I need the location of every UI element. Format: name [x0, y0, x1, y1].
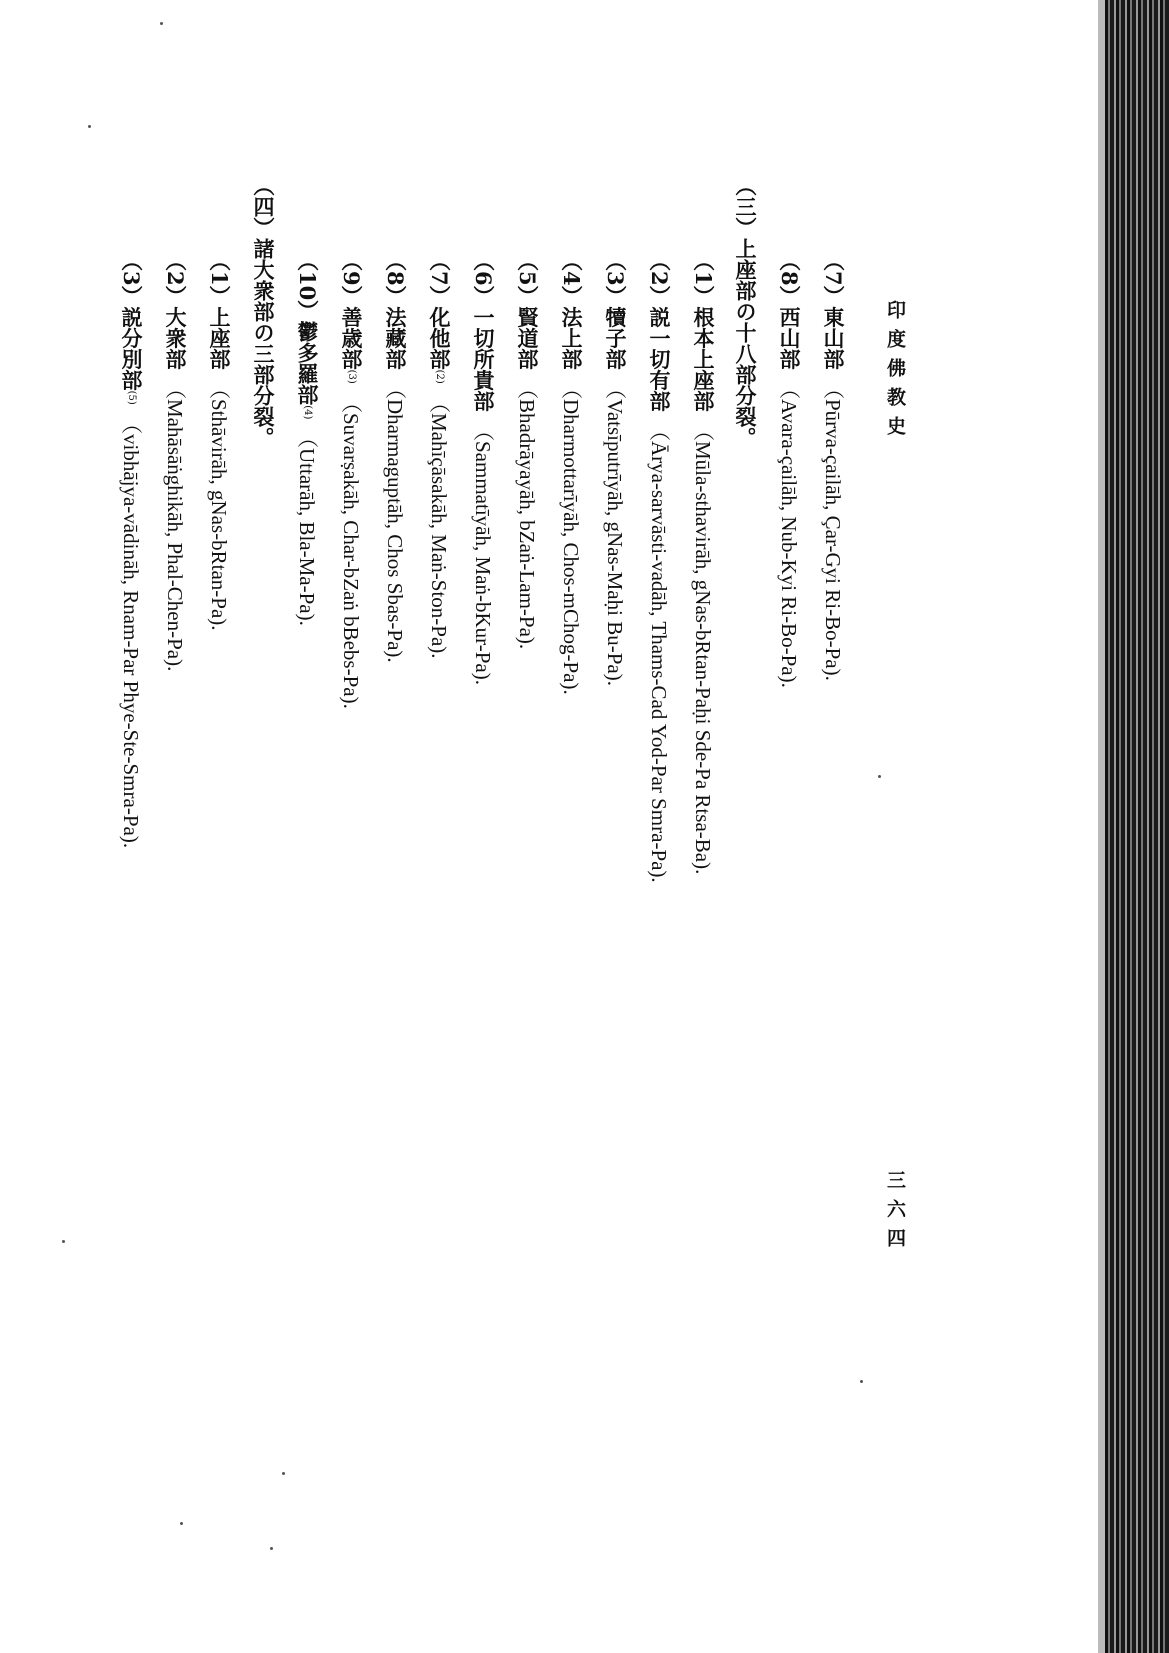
school-name-romanized: （Mahāsāṅghikāh, Phal-Chen-Pa).: [163, 377, 187, 671]
school-name-romanized: （Dharmaguptāh, Chos Sbas-Pa).: [383, 377, 407, 663]
footnote-marker: (5): [126, 390, 137, 405]
school-name-ja: 鬱多羅部: [295, 321, 320, 406]
item-number: （10）: [295, 250, 320, 322]
school-name-ja: 説分別部: [119, 306, 144, 391]
school-name-ja: 法藏部: [383, 306, 408, 370]
item-number: （7）: [427, 250, 452, 307]
item-number: （2）: [647, 250, 672, 307]
school-name-romanized: （Bhadrāyayāh, bZaṅ-Lam-Pa).: [515, 377, 539, 649]
line-8-hozo: [380, 250, 410, 662]
paper-speck: [270, 1547, 273, 1550]
item-number: （3）: [119, 250, 144, 307]
item-number: （7）: [821, 250, 846, 307]
item-number: （9）: [339, 250, 364, 307]
line-7-keta: [424, 250, 454, 658]
school-name-ja: 上座部: [207, 306, 232, 370]
school-name-romanized: （Vatsīputrīyāh, gNas-Maḥi Bu-Pa).: [603, 377, 627, 686]
line-9-zensai: [336, 250, 366, 709]
line-2-setsu: [644, 250, 674, 882]
school-name-ja: 善歳部: [339, 306, 364, 370]
school-name-ja: 説一切有部: [647, 306, 672, 412]
line-2-daishu: [160, 250, 190, 671]
line-8-saizan: [774, 250, 804, 687]
running-header: 印度佛教史: [884, 300, 906, 445]
school-name-romanized: （Uttarāh, Bla-Ma-Pa).: [295, 427, 319, 627]
line-1-konpon: [688, 250, 718, 874]
paper-speck: [180, 1522, 183, 1525]
footnote-marker: (4): [302, 405, 313, 420]
paper-speck: [282, 1472, 285, 1475]
line-7-tozan: [818, 250, 848, 680]
item-number: （5）: [515, 250, 540, 307]
line-5-kendo: [512, 250, 542, 649]
school-name-romanized: （Sammatīyāh, Maṅ-bKur-Pa).: [471, 419, 495, 685]
paper-speck: [62, 1240, 65, 1243]
line-6-issai: [468, 250, 498, 685]
school-name-ja: 犢子部: [603, 306, 628, 370]
school-name-ja: 東山部: [821, 306, 846, 370]
line-10-uttara: [292, 250, 322, 626]
footnote-marker: (2): [434, 369, 445, 384]
school-name-romanized: （Pūrva-çailāh, Çar-Gyi Ri-Bo-Pa).: [821, 377, 845, 681]
school-name-ja: 化他部: [427, 306, 452, 370]
item-number: （1）: [207, 250, 232, 307]
school-name-ja: 賢道部: [515, 306, 540, 370]
school-name-romanized: （Ārya-sarvāsti-vadāh, Thams-Cad Yod-Par Smra-Pa).: [647, 419, 671, 883]
paper-speck: [878, 775, 881, 778]
school-name-romanized: （Avara-çailāh, Nub-Kyi Ri-Bo-Pa).: [777, 377, 801, 688]
item-number: （3）: [603, 250, 628, 307]
school-name-ja: 法上部: [559, 306, 584, 370]
page-number: 三六四: [884, 1170, 906, 1257]
item-number: （8）: [777, 250, 802, 307]
book-spine: [1105, 0, 1169, 1653]
item-number: （4）: [559, 250, 584, 307]
school-name-ja: 大衆部: [163, 306, 188, 370]
footnote-marker: (3): [346, 369, 357, 384]
school-name-romanized: （Sthāvirāh, gNas-bRtan-Pa).: [207, 377, 231, 631]
school-name-romanized: （Suvarṣakāh, Char-bZaṅ bBebs-Pa).: [339, 391, 363, 709]
item-number: （2）: [163, 250, 188, 307]
school-name-romanized: （vibhājya-vādināh, Rnam-Par Phye-Ste-Smra-Pa).: [119, 412, 143, 848]
line-3-setsubunbetsu: [116, 250, 146, 848]
line-1-joza: [204, 250, 234, 630]
line-4-hojo: [556, 250, 586, 694]
section-heading-4: （四）諸大衆部の三部分裂。: [251, 175, 276, 448]
section-heading-3: （三）上座部の十八部分裂。: [733, 175, 758, 448]
school-name-romanized: （Mūla-sthavirāh, gNas-bRtan-Paḥi Sde-Pa Rtsa-Ba).: [691, 419, 715, 874]
school-name-romanized: （Dharmottarīyāh, Chos-mChog-Pa).: [559, 377, 583, 695]
school-name-ja: 根本上座部: [691, 306, 716, 412]
item-number: （6）: [471, 250, 496, 307]
paper-speck: [860, 1380, 863, 1383]
line-3-tokushi: [600, 250, 630, 686]
paper-speck: [160, 22, 163, 25]
item-number: （1）: [691, 250, 716, 307]
school-name-ja: 西山部: [777, 306, 802, 370]
item-number: （8）: [383, 250, 408, 307]
school-name-romanized: （Mahīçāsakāh, Maṅ-Ston-Pa).: [427, 391, 451, 659]
paper-speck: [88, 125, 91, 128]
school-name-ja: 一切所貴部: [471, 306, 496, 412]
